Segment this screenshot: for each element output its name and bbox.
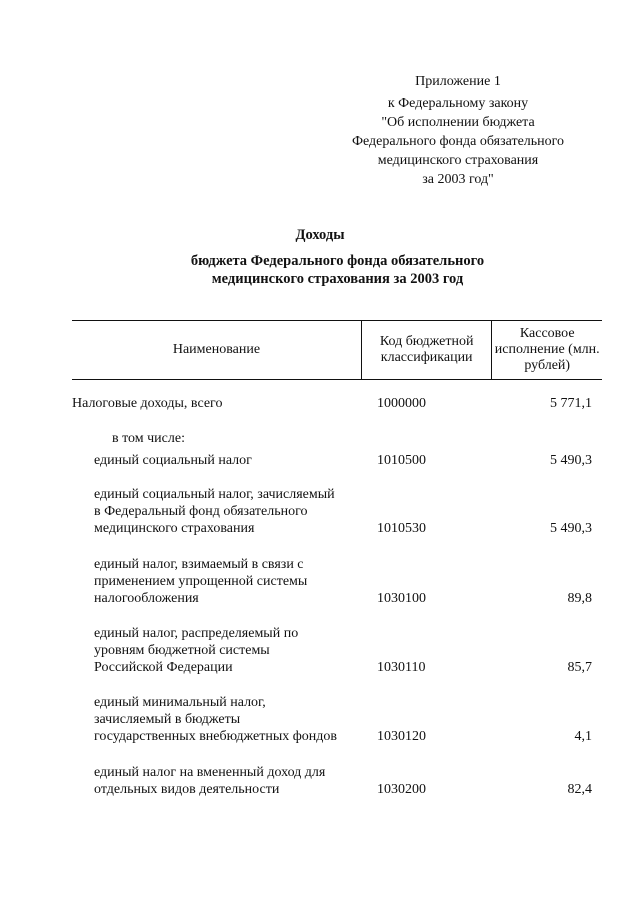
appendix-header — [328, 72, 588, 189]
row-name: в том числе: — [112, 431, 185, 446]
row-code: 1010530 — [377, 521, 426, 536]
row-amount: 5 771,1 — [550, 396, 592, 411]
row-name: единый минимальный налог, зачисляемый в бюджеты государственных внебюджетных фондов — [94, 695, 338, 744]
row-code: 1030120 — [377, 729, 426, 744]
appendix-law-ref: к Федеральному закону — [387, 96, 529, 111]
row-amount: 89,8 — [567, 591, 592, 606]
row-amount: 4,1 — [574, 729, 592, 744]
row-amount: 5 490,3 — [550, 521, 592, 536]
row-name: единый налог, распределяемый по уровням бюджетной системы Российской Федерации — [94, 626, 299, 675]
row-amount: 85,7 — [567, 660, 592, 675]
appendix-number: Приложение 1 — [415, 74, 501, 89]
row-name: единый социальный налог, зачисляемый в Федеральный фонд обязательного медицинского страхования — [94, 487, 335, 536]
appendix-law-title-1: "Об исполнении бюджета — [381, 115, 535, 130]
appendix-law-title-2: Федерального фонда обязательного — [351, 134, 565, 149]
row-amount: 82,4 — [567, 782, 592, 797]
row-code: 1030100 — [377, 591, 426, 606]
row-amount: 5 490,3 — [550, 453, 592, 468]
row-name: единый налог на вмененный доход для отдельных видов деятельности — [94, 765, 326, 797]
revenue-table — [72, 320, 602, 797]
header-amount: Кассовое исполнение (млн. рублей) — [491, 321, 602, 379]
document-subtitle: бюджета Федерального фонда обязательного медицинского страхования за 2003 год — [190, 253, 485, 287]
row-name: единый налог, взимаемый в связи с применением упрощенной системы налогообложения — [94, 557, 308, 606]
appendix-law-title-3: медицинского страхования — [377, 153, 539, 168]
row-code: 1000000 — [377, 396, 426, 411]
row-name: единый социальный налог — [94, 453, 252, 468]
table-header — [72, 320, 602, 380]
header-code: Код бюджетной классификации — [361, 321, 492, 379]
row-name: Налоговые доходы, всего — [72, 396, 223, 411]
document-title: Доходы — [295, 227, 345, 243]
appendix-law-title-4: за 2003 год" — [422, 172, 494, 187]
header-name: Наименование — [172, 342, 261, 357]
row-code: 1030200 — [377, 782, 426, 797]
row-code: 1010500 — [377, 453, 426, 468]
row-code: 1030110 — [377, 660, 426, 675]
